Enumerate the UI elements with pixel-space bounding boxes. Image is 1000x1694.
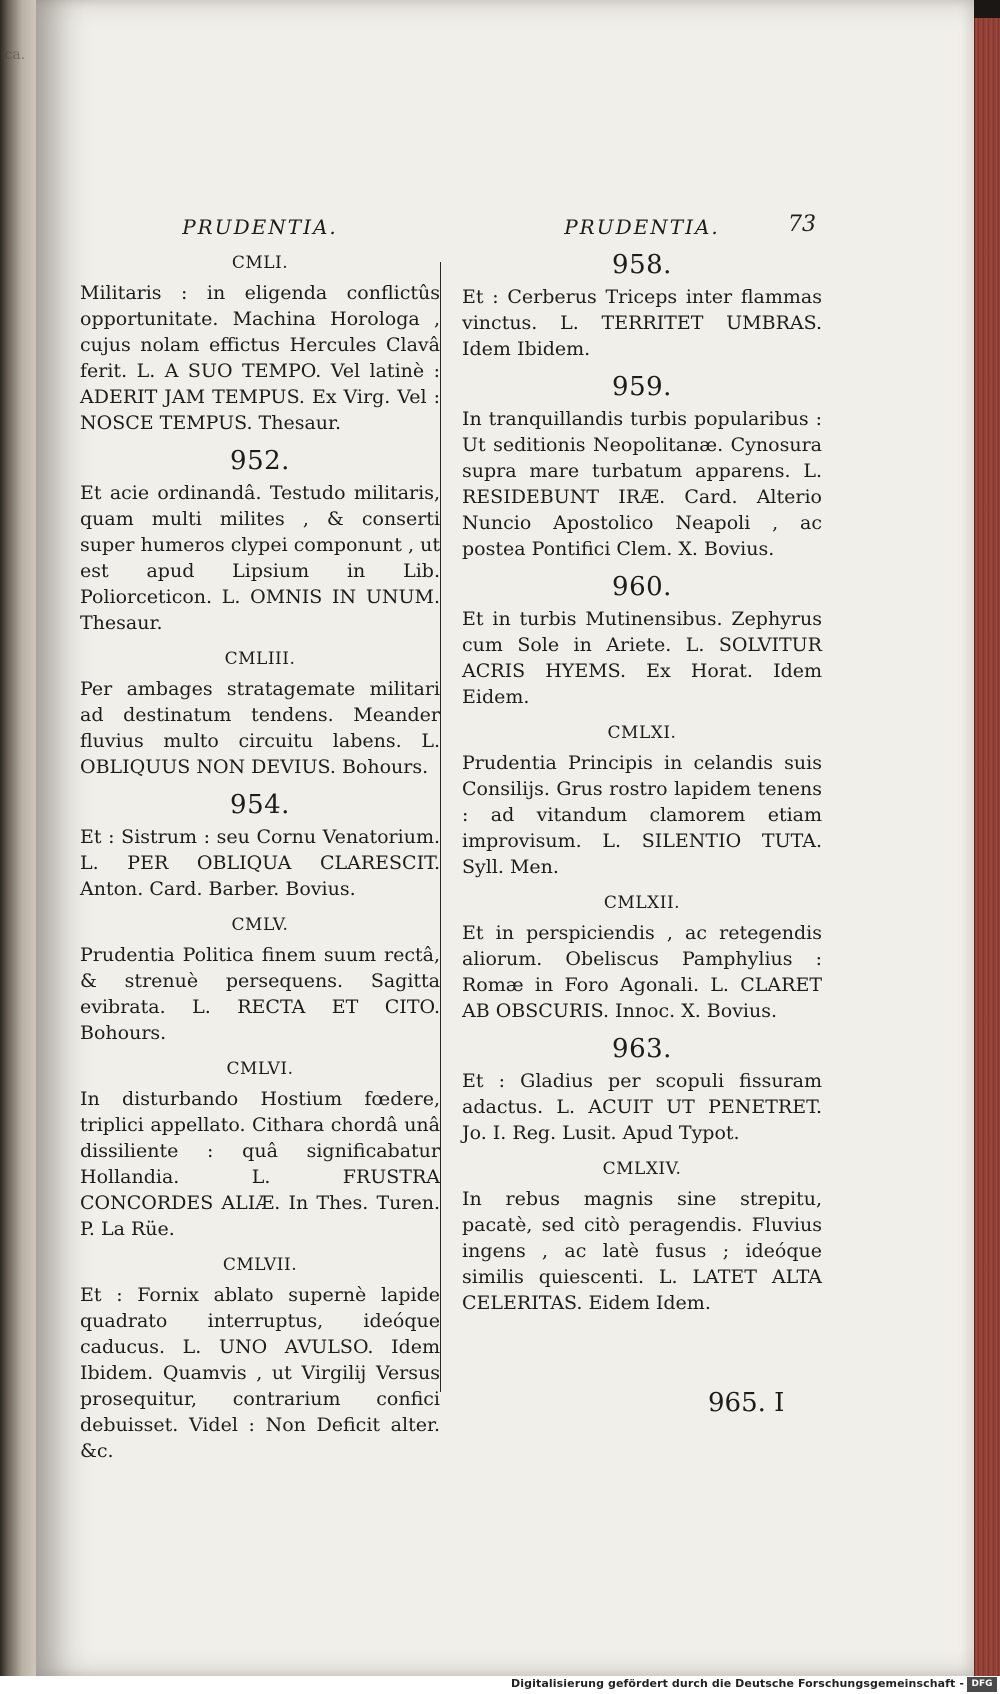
entry-text: In disturbando Hostium fœdere, triplici appellato. Cithara chordâ unâ dissiliente : quâ significabatur Hollandia. L. FRUSTRA CONCORDES ALIÆ. In Thes. Turen. P. La Rüe. xyxy=(80,1088,440,1240)
entry-heading: CMLXI. xyxy=(607,723,677,743)
entry xyxy=(80,1056,440,1242)
page-number: 73 xyxy=(788,212,816,237)
running-head-right: PRUDENTIA. xyxy=(564,215,720,239)
entry-text: Prudentia Politica finem suum rectâ, & strenuè persequens. Sagitta evibrata. L. RECTA ET CITO. Bohours. xyxy=(80,944,440,1044)
entry xyxy=(462,890,822,1024)
entry xyxy=(80,646,440,780)
left-column xyxy=(80,214,440,1464)
entry xyxy=(80,1252,440,1464)
entry xyxy=(462,720,822,880)
right-column xyxy=(462,214,822,1316)
entry-heading: CMLVII. xyxy=(222,1255,298,1275)
facing-page-fragment: ica. xyxy=(0,47,26,63)
entry-heading: 958. xyxy=(612,250,672,280)
entry-heading: CMLXIV. xyxy=(602,1159,682,1179)
entry-heading: 954. xyxy=(230,790,290,820)
entry-text: Et : Gladius per scopuli fissuram adactus. L. ACUIT UT PENETRET. Jo. I. Reg. Lusit. Apud Typot. xyxy=(462,1070,822,1144)
entry xyxy=(80,912,440,1046)
entry-text: Prudentia Principis in celandis suis Consilijs. Grus rostro lapidem tenens : ad vitandum clamorem etiam improvisum. L. SILENTIO TUTA. Syll. Men. xyxy=(462,752,822,878)
entry-text: Per ambages stratagemate militari ad destinatum tendens. Meander fluvius multo circuitu labens. L. OBLIQUUS NON DEVIUS. Bohours. xyxy=(80,678,440,778)
entry-text: Et : Sistrum : seu Cornu Venatorium. L. PER OBLIQUA CLARESCIT. Anton. Card. Barber. Bovius. xyxy=(80,826,440,900)
entry-heading: 952. xyxy=(230,446,290,476)
entry-heading: 959. xyxy=(612,372,672,402)
entry xyxy=(462,252,822,362)
entry-text: In rebus magnis sine strepitu, pacatè, sed citò peragendis. Fluvius ingens , ac latè fusus ; ideóque similis quiescenti. L. LATET ALTA CELERITAS. Eidem Idem. xyxy=(462,1188,822,1314)
column-divider xyxy=(440,262,441,1392)
entry xyxy=(80,250,440,436)
entry xyxy=(80,448,440,636)
entry xyxy=(462,1156,822,1316)
facing-page-edge xyxy=(0,0,36,1694)
entry-text: Militaris : in eligenda conflictûs opportunitate. Machina Horologa , cujus nolam effictus Hercules Clavâ ferit. L. A SUO TEMPO. Vel latinè : ADERIT JAM TEMPUS. Ex Virg. Vel : NOSCE TEMPUS. Thesaur. xyxy=(80,282,440,434)
dfg-logo-icon: DFG xyxy=(967,1677,997,1692)
entry xyxy=(462,374,822,562)
entry-heading: 963. xyxy=(612,1034,672,1064)
entry-heading: CMLI. xyxy=(231,253,289,273)
entry-text: In tranquillandis turbis popularibus : Ut seditionis Neopolitanæ. Cynosura supra mare turbatum apparens. L. RESIDEBUNT IRÆ. Card. Alterio Nuncio Apostolico Neapoli , ac postea Pontifici Clem. X. Bovius. xyxy=(462,408,822,560)
entry-heading: CMLIII. xyxy=(224,649,296,669)
entry xyxy=(462,1036,822,1146)
catchword: 965. I xyxy=(708,1388,785,1418)
footer-bar xyxy=(0,1676,1000,1694)
entry xyxy=(80,792,440,902)
entry-heading: CMLXII. xyxy=(603,893,681,913)
entry-heading: 960. xyxy=(612,572,672,602)
footer-credit: Digitalisierung gefördert durch die Deutsche Forschungsgemeinschaft - xyxy=(511,1677,964,1690)
entry-heading: CMLV. xyxy=(231,915,289,935)
entry-text: Et in perspiciendis , ac retegendis aliorum. Obeliscus Pamphylius : Romæ in Foro Agonali. L. CLARET AB OBSCURIS. Innoc. X. Bovius. xyxy=(462,922,822,1022)
book-fore-edge xyxy=(974,18,1000,1676)
entry-text: Et in turbis Mutinensibus. Zephyrus cum Sole in Ariete. L. SOLVITUR ACRIS HYEMS. Ex Horat. Idem Eidem. xyxy=(462,608,822,708)
entry-text: Et : Fornix ablato supernè lapide quadrato interruptus, ideóque caducus. L. UNO AVULSO. Idem Ibidem. Quamvis , ut Virgilij Versus prosequitur, contrarium confici debuisset. Videl : Non Deficit alter. &c. xyxy=(80,1284,440,1462)
entry xyxy=(462,574,822,710)
entry-text: Et acie ordinandâ. Testudo militaris, quam multi milites , & conserti super humeros clypei componunt , ut est apud Lipsium in Lib. Poliorceticon. L. OMNIS IN UNUM. Thesaur. xyxy=(80,482,440,634)
running-head-left: PRUDENTIA. xyxy=(182,215,338,239)
entry-text: Et : Cerberus Triceps inter flammas vinctus. L. TERRITET UMBRAS. Idem Ibidem. xyxy=(462,286,822,360)
entry-heading: CMLVI. xyxy=(226,1059,294,1079)
